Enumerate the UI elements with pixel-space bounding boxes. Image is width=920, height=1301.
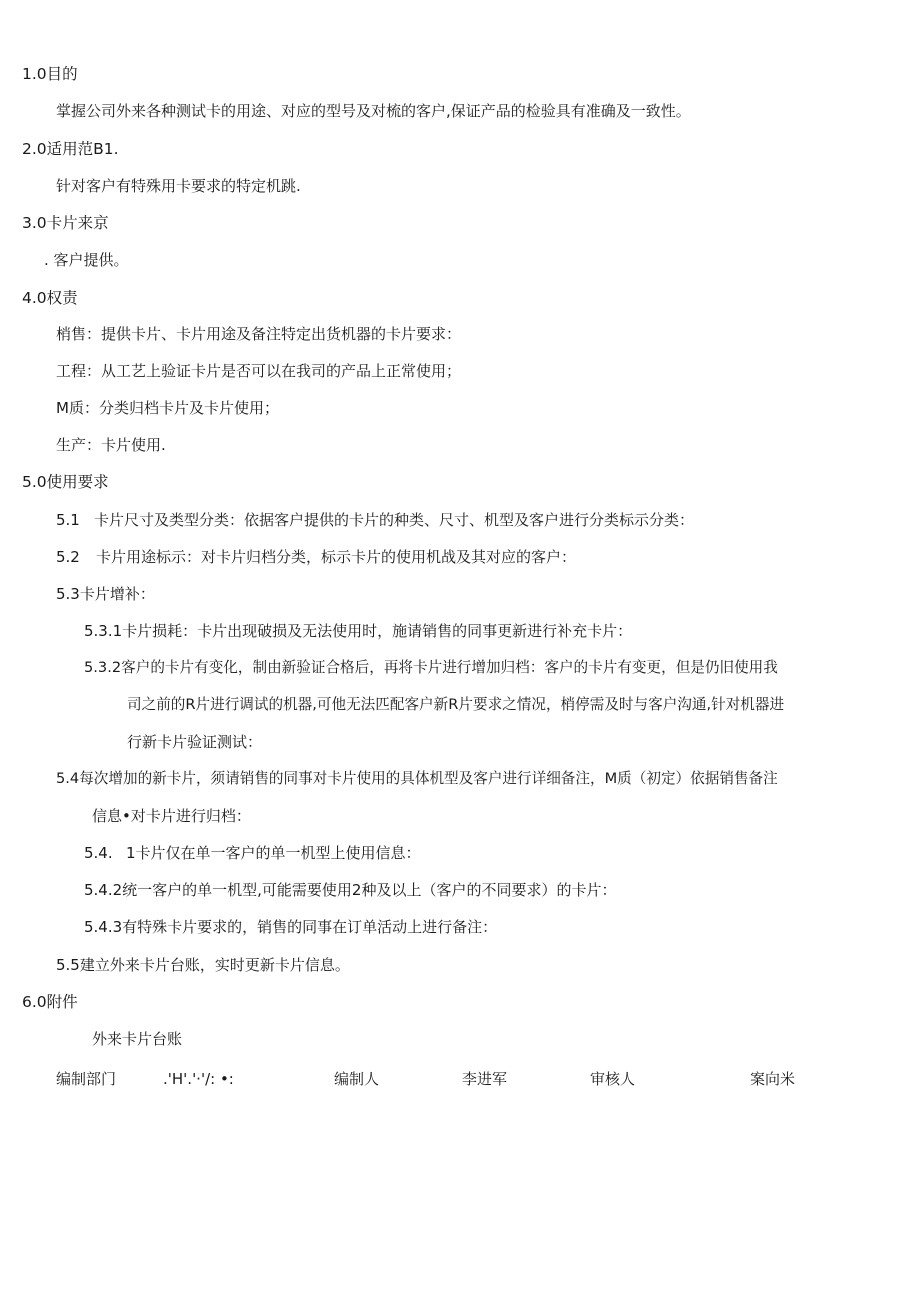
section-4-heading: 4.0权责 <box>22 289 78 307</box>
responsibility-production: 生产：卡片使用. <box>56 436 166 454</box>
author-value: 李进军 <box>462 1070 508 1088</box>
item-5-3-1: 5.3.1卡片损耗：卡片出现破损及无法使用时，施请销售的同事更新进行补充卡片： <box>84 622 633 640</box>
item-5-4-2: 5.4.2统一客户的单一机型,可能需要使用2种及以上（客户的不同要求）的卡片： <box>84 881 617 899</box>
item-5-3-2-line-2: 司之前的R片进行调试的机器,可他无法匹配客户新R片要求之情况，梢停需及时与客户沟通,针对机器进 <box>127 696 785 713</box>
item-5-4-line-1: 5.4每次增加的新卡片，须请销售的同事对卡片使用的具体机型及客户进行详细备注，M质（初定）依据销售备注 <box>56 770 778 787</box>
reviewer-value: 案向米 <box>750 1070 796 1088</box>
attachment-name: 外来卡片台账 <box>92 1030 183 1048</box>
dept-value: .'H'.'·'/: •: <box>163 1070 234 1088</box>
item-5-4-1-text: 1卡片仅在单一客户的单一机型上使用信息： <box>126 844 421 862</box>
section-3-heading: 3.0卡片来京 <box>22 214 109 232</box>
item-5-4-1-number: 5.4. <box>84 844 113 862</box>
item-5-1-text: 卡片尺寸及类型分类：依据客户提供的卡片的种类、尺寸、机型及客户进行分类标示分类： <box>94 511 695 529</box>
author-label: 编制人 <box>334 1070 380 1088</box>
item-5-2-number: 5.2 <box>56 548 80 566</box>
reviewer-label: 审核人 <box>590 1070 636 1088</box>
responsibility-quality: M质：分类归档卡片及卡片使用； <box>56 399 279 417</box>
item-5-4-line-2: 信息•对卡片进行归档： <box>92 807 251 825</box>
item-5-3-2-line-1: 5.3.2客户的卡片有变化，制由新验证合格后，再将卡片进行增加归档：客户的卡片有变更，但是仍旧使用我 <box>84 659 778 676</box>
dept-label: 编制部门 <box>56 1070 117 1088</box>
item-5-3-2-line-3: 行新卡片验证测试： <box>127 733 263 751</box>
section-2-heading: 2.0适用范B1. <box>22 140 119 158</box>
item-5-2-text: 卡片用途标示：对卡片归档分类，标示卡片的使用机战及其对应的客户： <box>96 548 577 566</box>
section-1-body: 掌握公司外来各种测试卡的用途、对应的型号及对梳的客户,保证产品的检验具有准确及一致性。 <box>56 102 691 120</box>
item-5-1-number: 5.1 <box>56 511 80 529</box>
item-5-3: 5.3卡片增补： <box>56 585 155 603</box>
item-5-4-3: 5.4.3有特殊卡片要求的，销售的同事在订单活动上进行备注： <box>84 918 498 936</box>
item-5-5: 5.5建立外来卡片台账，实时更新卡片信息。 <box>56 956 350 974</box>
section-5-heading: 5.0使用要求 <box>22 473 109 491</box>
section-2-body: 针对客户有特殊用卡要求的特定机跳. <box>56 177 301 195</box>
responsibility-engineering: 工程：从工艺上验证卡片是否可以在我司的产品上正常使用； <box>56 362 462 380</box>
section-3-body: . 客户提供。 <box>44 251 129 269</box>
section-1-heading: 1.0目的 <box>22 65 78 83</box>
responsibility-sales: 梢售：提供卡片、卡片用途及备注特定出货机器的卡片要求： <box>56 325 462 343</box>
section-6-heading: 6.0附件 <box>22 993 78 1011</box>
